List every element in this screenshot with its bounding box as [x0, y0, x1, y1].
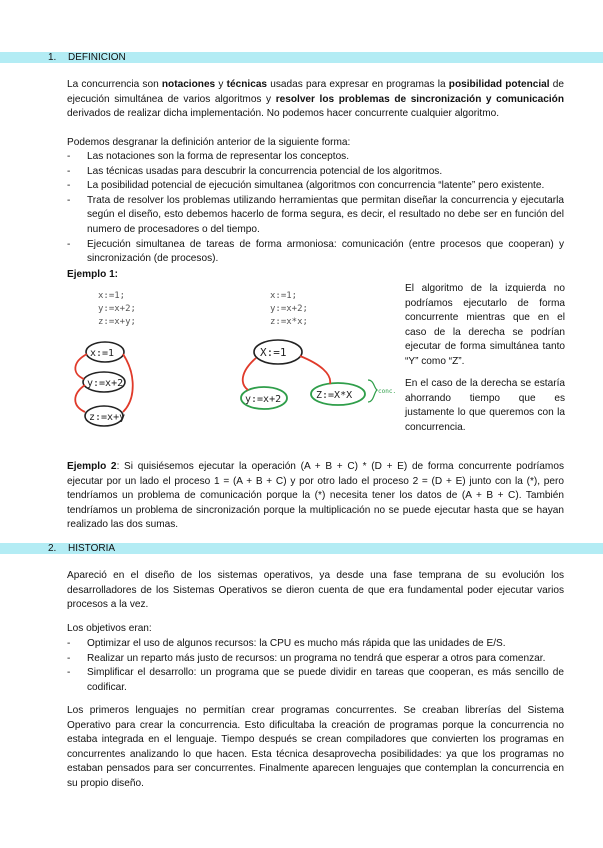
list-item: - Trata de resolver los problemas utilizando herramientas que permitan diseñar la concurrencia y ejecutarla según el diseño, esto debemos hacerlo de forma segura, es decir, el resultado no debe ser en función del numero de procesadores o del tiempo. — [67, 194, 564, 238]
code-line: z:=x*x; — [270, 317, 308, 327]
list-item: - Simplificar el desarrollo: un programa que se puede dividir en tareas que cooperan, es más sencillo de codificar. — [67, 666, 564, 695]
text: : Si quisiésemos ejecutar la operación (A + B + C) * (D + E) de forma concurrente podríamos ejecutar por un lado el proceso 1 = (A + B + C) y por otro lado el proceso 2 = (D + E) junto con la (*), pero tendríamos un problema de comunicación porque la (*) necesita tener los datos de (A + B + C). También tendríamos un problema de sincronización porque la multiplicación no se puede ejecutar hasta que se hayan realizado las dos sumas. — [67, 461, 564, 531]
list-item: - Optimizar el uso de algunos recursos: la CPU es mucho más rápida que las unidades de E/S. — [67, 637, 564, 652]
list-item: - Realizar un reparto más justo de recursos: un programa no tendrá que esperar a otros para comenzar. — [67, 652, 564, 667]
node-label: Z:=X*X — [316, 390, 353, 401]
list-item: - Las técnicas usadas para descubrir la concurrencia potencial de los algoritmos. — [67, 165, 564, 180]
breakdown-intro: Podemos desgranar la definición anterior de la siguiente forma: — [67, 137, 351, 148]
conc-label: conc. — [378, 388, 397, 395]
bracket — [368, 380, 377, 402]
code-line: y:=x+2; — [98, 304, 136, 314]
section-number: 2. — [48, 543, 57, 554]
code-line: y:=x+2; — [270, 304, 308, 314]
list-item: - Las notaciones son la forma de representar los conceptos. — [67, 150, 564, 165]
node-label: y:=x+2 — [245, 394, 282, 405]
text: La concurrencia son — [67, 79, 162, 90]
text: usadas para expresar en programas la — [267, 79, 449, 90]
bold-text: Ejemplo 1: — [67, 269, 119, 280]
section-title-text: DEFINICION — [68, 52, 126, 63]
node-label: x:=1 — [90, 348, 115, 359]
section-title-text: HISTORIA — [68, 543, 116, 554]
code-line: x:=1; — [98, 291, 126, 301]
example1-diagram — [70, 284, 400, 434]
bold-text: Ejemplo 2 — [67, 461, 117, 472]
red-arrow — [75, 385, 85, 412]
example1-explanation: El algoritmo de la izquierda no podríamos ejecutarlo de forma concurrente mientras que en el caso de la derecha se podrían ejecutar de forma simultánea tanto “Y” como “Z”. — [405, 283, 565, 367]
node-label: y:=x+2 — [87, 378, 124, 389]
list-item: - La posibilidad potencial de ejecución simultanea (algoritmos con concurrencia “latente” pero existente. — [67, 179, 564, 194]
node-label: X:=1 — [260, 346, 287, 359]
example1-label — [67, 268, 564, 283]
red-arrow — [300, 356, 330, 384]
definition-list — [67, 150, 564, 267]
text: de ejecución simultánea de varios algoritmos y — [67, 79, 565, 105]
history-paragraph-1: Apareció en el diseño de los sistemas operativos, ya desde una fase temprana de su evolución los desarrolladores de los Sistemas Operativos se dieron cuenta de que era fundamental poder ejecutar varios procesos a la vez. — [67, 570, 564, 611]
objectives-list — [67, 637, 564, 695]
definition-paragraph — [67, 78, 564, 122]
red-arrow — [243, 358, 256, 390]
example1-conclusion: En el caso de la derecha se estaría ahorrando tiempo que es justamente lo que queremos con la concurrencia. — [405, 378, 565, 433]
bold-text: resolver los problemas de sincronización y comunicación — [275, 93, 564, 105]
section-title-definicion — [48, 52, 126, 63]
section-title-historia — [48, 543, 115, 554]
list-item: - Ejecución simultanea de tareas de forma armoniosa: comunicación (entre procesos que cooperan) y sincronización (de procesos). — [67, 238, 564, 267]
history-paragraph-3: Los primeros lenguajes no permitían crear programas concurrentes. Se creaban librerías del Sistema Operativo para crear la concurrencia. Esto dificultaba la creación de programas porque la concurrencia no estaba integrada en el lenguaje. Tiempo después se crean compiladores que convierten los programas en concurrentes analizando lo que hacen. Esta técnica desaprovecha posibilidades: ya que los programas no estaban pensados para ser concurrentes. Finalmente aparecen lenguajes que contemplan la concurrencia en su propio diseño. — [67, 705, 564, 789]
code-line: x:=1; — [270, 291, 298, 301]
code-line: z:=x+y; — [98, 317, 136, 327]
text: derivados de realizar dicha implementación. No podemos hacer concurrente cualquier algoritmo. — [67, 108, 500, 120]
node-label: z:=x+y — [89, 412, 126, 423]
text: y — [215, 79, 227, 90]
red-arrow — [75, 354, 87, 379]
objectives-intro: Los objetivos eran: — [67, 623, 152, 634]
bold-text: notaciones — [161, 79, 216, 90]
section-number: 1. — [48, 52, 57, 63]
bold-text: técnicas — [226, 79, 268, 90]
example2-paragraph — [67, 460, 564, 533]
bold-text: posibilidad potencial — [448, 79, 550, 90]
